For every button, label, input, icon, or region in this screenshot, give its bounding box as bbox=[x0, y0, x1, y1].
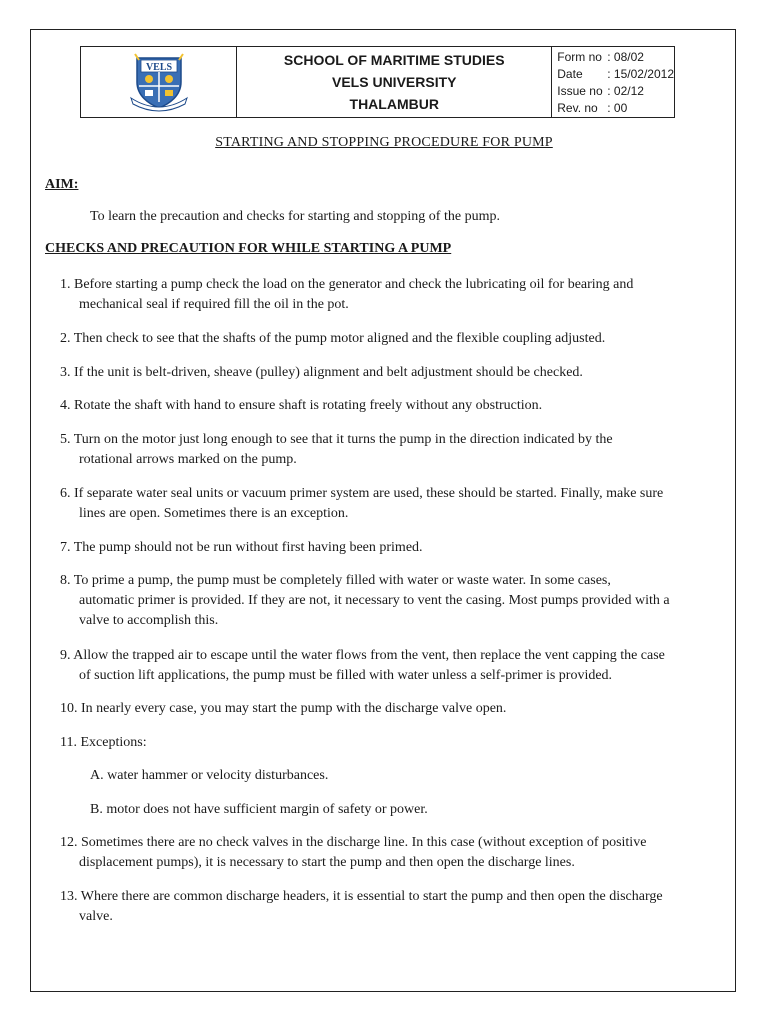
section-heading: CHECKS AND PRECAUTION FOR WHILE STARTING A PUMP bbox=[45, 241, 452, 256]
list-item bbox=[60, 363, 725, 383]
list-item bbox=[60, 538, 725, 558]
document-header bbox=[80, 46, 675, 118]
list-item-line: 12. Sometimes there are no check valves in the discharge line. In this case (without exception of positive bbox=[60, 833, 725, 853]
list-item-number: 9. bbox=[60, 648, 71, 663]
header-title-cell bbox=[237, 47, 552, 117]
list-item-line: mechanical seal if required fill the oil in the pot. bbox=[79, 297, 349, 312]
list-item bbox=[60, 484, 725, 524]
list-item bbox=[60, 699, 725, 719]
meta-form-no: Form no : 08/02 bbox=[557, 50, 644, 64]
list-item-number: 5. bbox=[60, 432, 71, 447]
svg-text:VELS: VELS bbox=[145, 62, 172, 73]
list-item-line: 11. Exceptions: bbox=[60, 733, 725, 753]
list-item bbox=[60, 733, 725, 753]
list-item bbox=[60, 646, 725, 686]
form-metadata bbox=[552, 47, 674, 117]
list-item-line: valve. bbox=[79, 909, 113, 924]
list-item-number: 6. bbox=[60, 486, 71, 501]
list-item-number: 10. bbox=[60, 701, 78, 716]
list-item-line: automatic primer is provided. If they are not, it necessary to vent the casing. Most pumps provided with a bbox=[79, 593, 670, 608]
school-name: SCHOOL OF MARITIME STUDIES bbox=[283, 52, 505, 68]
list-item-line: of suction lift applications, the pump must be filled with water unless a self-primer is provided. bbox=[79, 668, 613, 683]
list-item bbox=[60, 275, 725, 315]
list-item-number: 11. bbox=[60, 735, 77, 750]
university-name: VELS UNIVERSITY bbox=[332, 74, 457, 90]
list-item bbox=[60, 430, 725, 470]
list-item-line: 4. Rotate the shaft with hand to ensure shaft is rotating freely without any obstruction. bbox=[60, 396, 725, 416]
list-item-line: 7. The pump should not be run without first having been primed. bbox=[60, 538, 725, 558]
list-item bbox=[60, 833, 725, 873]
list-item-line: 13. Where there are common discharge headers, it is essential to start the pump and then open the discharge bbox=[60, 887, 725, 907]
exception-item: A. water hammer or velocity disturbances. bbox=[90, 768, 329, 783]
list-item bbox=[60, 887, 725, 927]
list-item-number: 13. bbox=[60, 889, 78, 904]
aim-text: To learn the precaution and checks for starting and stopping of the pump. bbox=[90, 209, 500, 224]
list-item-line: 6. If separate water seal units or vacuum primer system are used, these should be started. Finally, make sure bbox=[60, 484, 725, 504]
aim-heading: AIM: bbox=[45, 177, 79, 192]
list-item-line: 10. In nearly every case, you may start the pump with the discharge valve open. bbox=[60, 699, 725, 719]
list-item bbox=[60, 396, 725, 416]
list-item-number: 4. bbox=[60, 398, 71, 413]
exception-item: B. motor does not have sufficient margin of safety or power. bbox=[90, 802, 428, 817]
list-item-line: rotational arrows marked on the pump. bbox=[79, 452, 297, 467]
list-item-line: 5. Turn on the motor just long enough to see that it turns the pump in the direction indicated by the bbox=[60, 430, 725, 450]
list-item-line: 3. If the unit is belt-driven, sheave (pulley) alignment and belt adjustment should be checked. bbox=[60, 363, 725, 383]
document-title: STARTING AND STOPPING PROCEDURE FOR PUMP bbox=[215, 135, 553, 150]
list-item-line: displacement pumps), it is necessary to start the pump and then open the discharge lines. bbox=[79, 855, 575, 870]
list-item bbox=[60, 329, 725, 349]
list-item-line: valve to accomplish this. bbox=[79, 613, 219, 628]
list-item bbox=[60, 571, 725, 631]
list-item-line: 2. Then check to see that the shafts of the pump motor aligned and the flexible coupling adjusted. bbox=[60, 329, 725, 349]
meta-date: Date : 15/02/2012 bbox=[557, 67, 674, 81]
list-item-number: 8. bbox=[60, 573, 71, 588]
university-location: THALAMBUR bbox=[349, 96, 439, 112]
meta-issue-no: Issue no : 02/12 bbox=[557, 84, 644, 98]
list-item-line: 1. Before starting a pump check the load on the generator and check the lubricating oil for bearing and bbox=[60, 275, 725, 295]
list-item-number: 12. bbox=[60, 835, 78, 850]
list-item-line: lines are open. Sometimes there is an exception. bbox=[79, 506, 349, 521]
list-item-line: 9. Allow the trapped air to escape until the water flows from the vent, then replace the vent capping the case bbox=[60, 646, 725, 666]
list-item-line: 8. To prime a pump, the pump must be completely filled with water or waste water. In some cases, bbox=[60, 571, 725, 591]
logo-cell bbox=[81, 47, 237, 117]
meta-rev-no: Rev. no : 00 bbox=[557, 101, 628, 115]
list-item-number: 3. bbox=[60, 365, 71, 380]
list-item-number: 2. bbox=[60, 331, 71, 346]
list-item-number: 1. bbox=[60, 277, 71, 292]
list-item-number: 7. bbox=[60, 540, 71, 555]
university-crest-icon bbox=[127, 52, 191, 112]
